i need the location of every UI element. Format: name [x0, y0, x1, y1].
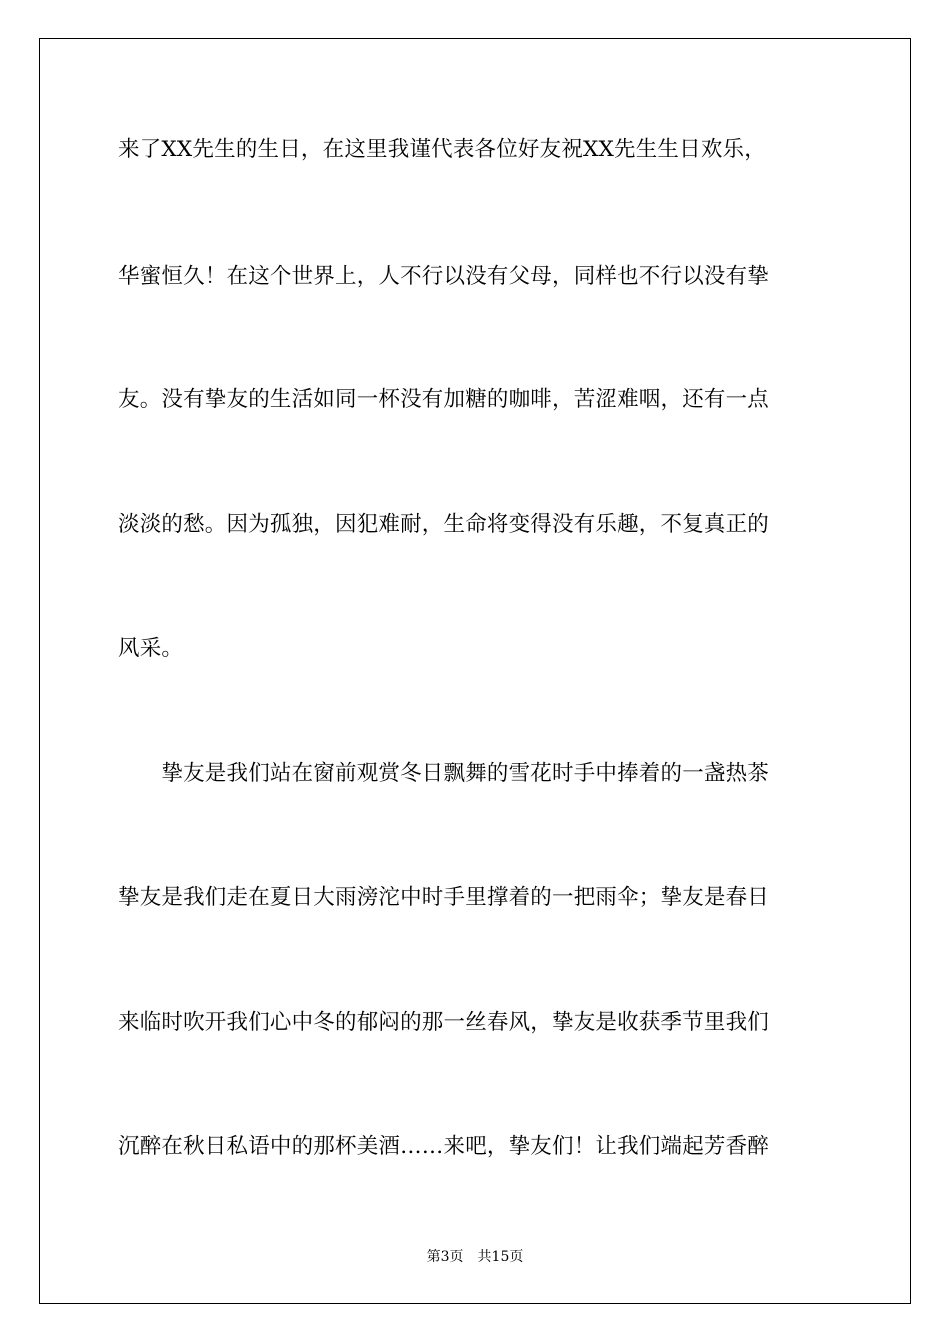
page-number-footer: 第3页 共15页 — [426, 1249, 524, 1265]
page-border — [39, 38, 911, 1304]
body-text-line: 沉醉在秋日私语中的那杯美酒……来吧，挚友们！让我们端起芳香醉 — [118, 1134, 770, 1159]
body-text-line: 挚友是我们走在夏日大雨滂沱中时手里撑着的一把雨伞；挚友是春日 — [118, 885, 770, 910]
body-text-line: 友。没有挚友的生活如同一杯没有加糖的咖啡，苦涩难咽，还有一点 — [118, 387, 770, 412]
body-text-line: 来临时吹开我们心中冬的郁闷的那一丝春风，挚友是收获季节里我们 — [118, 1010, 770, 1035]
body-text-line: 淡淡的愁。因为孤独，因犯难耐，生命将变得没有乐趣，不复真正的 — [118, 512, 770, 537]
body-text-line: 来了XX先生的生日，在这里我谨代表各位好友祝XX先生生日欢乐， — [118, 137, 766, 162]
body-text-line: 挚友是我们站在窗前观赏冬日飘舞的雪花时手中捧着的一盏热茶 — [118, 761, 770, 786]
body-text-line: 华蜜恒久！在这个世界上，人不行以没有父母，同样也不行以没有挚 — [118, 264, 770, 289]
body-text-line: 风采。 — [118, 636, 184, 661]
